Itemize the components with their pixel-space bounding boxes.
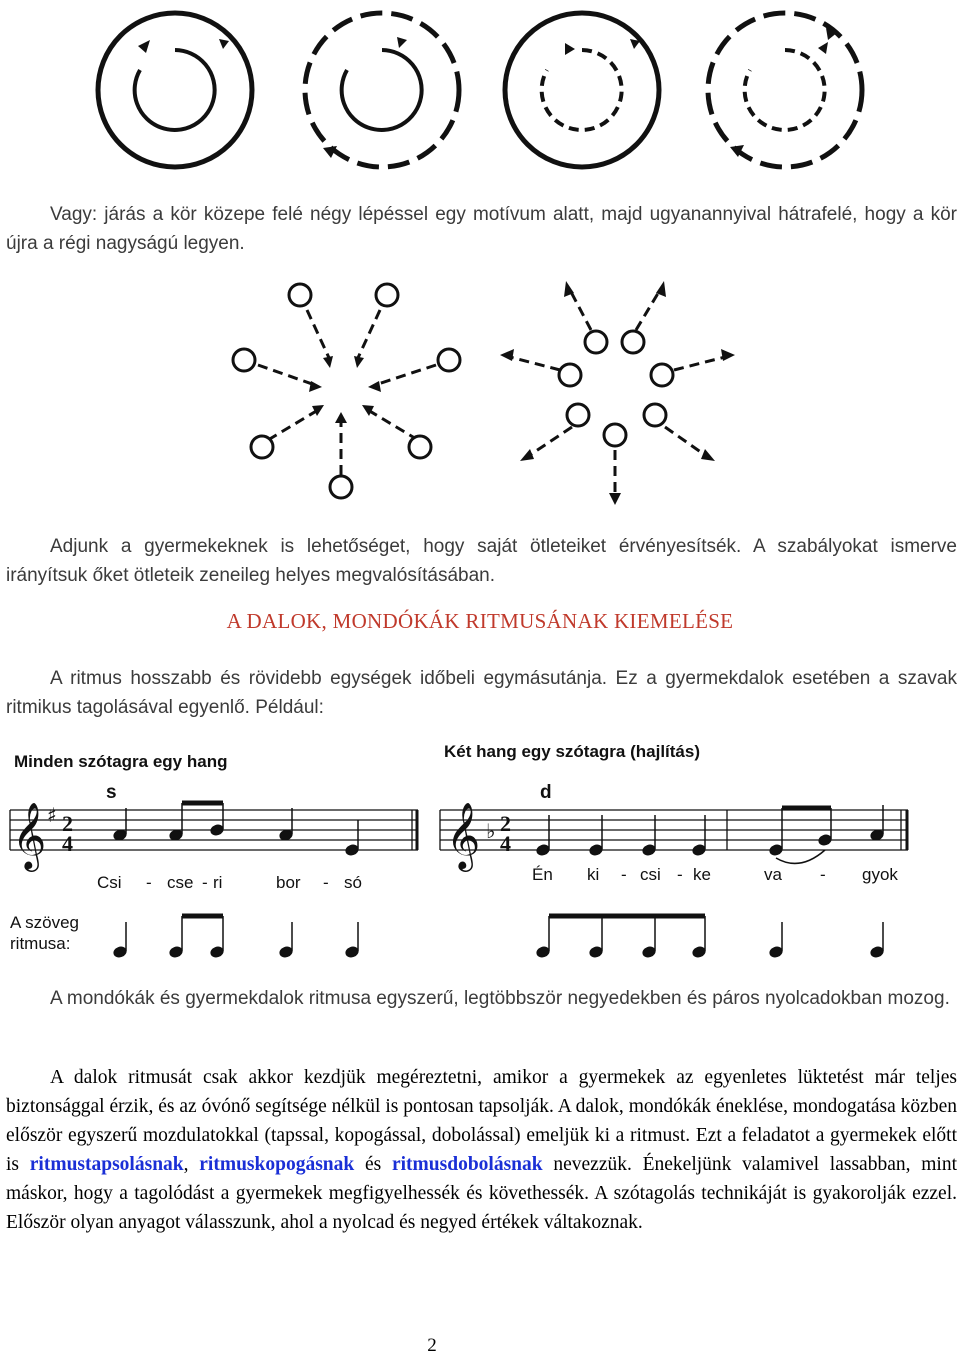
svg-text:𝄞: 𝄞 bbox=[12, 801, 47, 869]
rhythm-label-line1: A szöveg bbox=[10, 913, 79, 932]
paragraph-circle-walk: Vagy: járás a kör közepe felé négy lépéssel egy motívum alatt, majd ugyanannyival hátrafelé, hogy a kör újra a régi nagyságú legyen. bbox=[6, 204, 957, 254]
lyric-hyphen: - bbox=[323, 873, 329, 892]
lyric-syllable: va bbox=[764, 865, 782, 884]
page-number: 2 bbox=[427, 1335, 437, 1356]
lyric-hyphen: - bbox=[146, 873, 152, 892]
svg-text:♭: ♭ bbox=[486, 819, 496, 843]
svg-text:𝄞: 𝄞 bbox=[446, 801, 481, 869]
lyric-syllable: ri bbox=[213, 873, 223, 892]
svg-text:♯: ♯ bbox=[47, 803, 57, 827]
rhythm-label-line2: ritmusa: bbox=[10, 934, 71, 953]
lyric-syllable: gyok bbox=[862, 865, 898, 884]
lyric-syllable: bor bbox=[276, 873, 301, 892]
section-heading: A DALOK, MONDÓKÁK RITMUSÁNAK KIEMELÉSE bbox=[226, 609, 734, 633]
right-time-bottom: 4 bbox=[500, 831, 511, 856]
lyric-hyphen: - bbox=[202, 873, 208, 892]
lyric-syllable: Csi bbox=[97, 873, 122, 892]
lyric-syllable: Én bbox=[532, 865, 553, 884]
lyric-hyphen: - bbox=[677, 865, 683, 884]
right-solfa: d bbox=[540, 782, 552, 803]
right-time-top: 2 bbox=[500, 811, 511, 836]
paragraph-rhythm-definition: A ritmus hosszabb és rövidebb egységek időbeli egymásutánja. Ez a gyermekdalok esetében a szavak ritmikus tagolásával egyenlő. Például: bbox=[6, 668, 957, 718]
circle-diagram-4 bbox=[708, 13, 862, 167]
lyric-hyphen: - bbox=[621, 865, 627, 884]
term-ritmuskopogas: ritmuskopogásnak bbox=[199, 1154, 355, 1175]
lyric-syllable: cse bbox=[167, 873, 194, 892]
circle-diagram-2 bbox=[305, 13, 459, 167]
lyric-hyphen: - bbox=[820, 865, 826, 884]
left-time-bottom: 4 bbox=[62, 831, 73, 856]
right-example-title: Két hang egy szótagra (hajlítás) bbox=[444, 742, 700, 761]
left-solfa: s bbox=[106, 782, 117, 803]
lyric-syllable: csi bbox=[640, 865, 661, 884]
paragraph-rhythm-teaching bbox=[6, 1063, 957, 1237]
staff-notation bbox=[0, 790, 960, 990]
lyric-syllable: ke bbox=[693, 865, 711, 884]
left-example-title: Minden szótagra egy hang bbox=[14, 752, 228, 771]
star-diagrams bbox=[0, 275, 960, 515]
lyric-syllable: só bbox=[344, 873, 362, 892]
paragraph-rhythm-simple: A mondókák és gyermekdalok ritmusa egyszerű, legtöbbször negyedekben és páros nyolcadokban mozog. bbox=[50, 988, 950, 1009]
paragraph-text: , bbox=[183, 1154, 200, 1175]
paragraph-text: A dalok ritmusát csak akkor kezdjük megéreztetni, amikor a gyermekek az egyenletes lüktetést már teljes biztonsággal érzik, és az óvónő segítsége nélkül is pontosan tapsolják. A dalok, mondókák éneklése, mondogatása közben először egyszerű mozdulatokkal (tapssal, kopogással, dobolással) emeljük ki a ritmust. Ezt a feladatot a gyermekek előtt is bbox=[6, 1067, 957, 1175]
paragraph-text: és bbox=[354, 1154, 392, 1175]
paragraph-text: nevezzük. Énekeljünk valamivel lassabban, mint máskor, hogy a tagolódást a gyermekek megfigyelhessék és követhessék. A szótagolás technikáját is gyakorolják ezzel. Először olyan anyagot válasszunk, ahol a nyolcad és negyed értékek váltakoznak. bbox=[6, 1154, 957, 1233]
term-ritmusdobolas: ritmusdobolásnak bbox=[391, 1154, 543, 1175]
paragraph-children-ideas: Adjunk a gyermekeknek is lehetőséget, hogy saját ötleteiket érvényesítsék. A szabályokat ismerve irányítsuk őket ötleteik zeneileg helyes megvalósításában. bbox=[6, 536, 957, 586]
left-time-top: 2 bbox=[62, 811, 73, 836]
circle-diagrams bbox=[0, 0, 960, 180]
circle-diagram-3 bbox=[505, 13, 659, 167]
circle-diagram-1 bbox=[98, 13, 252, 167]
term-ritmustapsolas: ritmustapsolásnak bbox=[29, 1154, 184, 1175]
lyric-syllable: ki bbox=[587, 865, 600, 884]
